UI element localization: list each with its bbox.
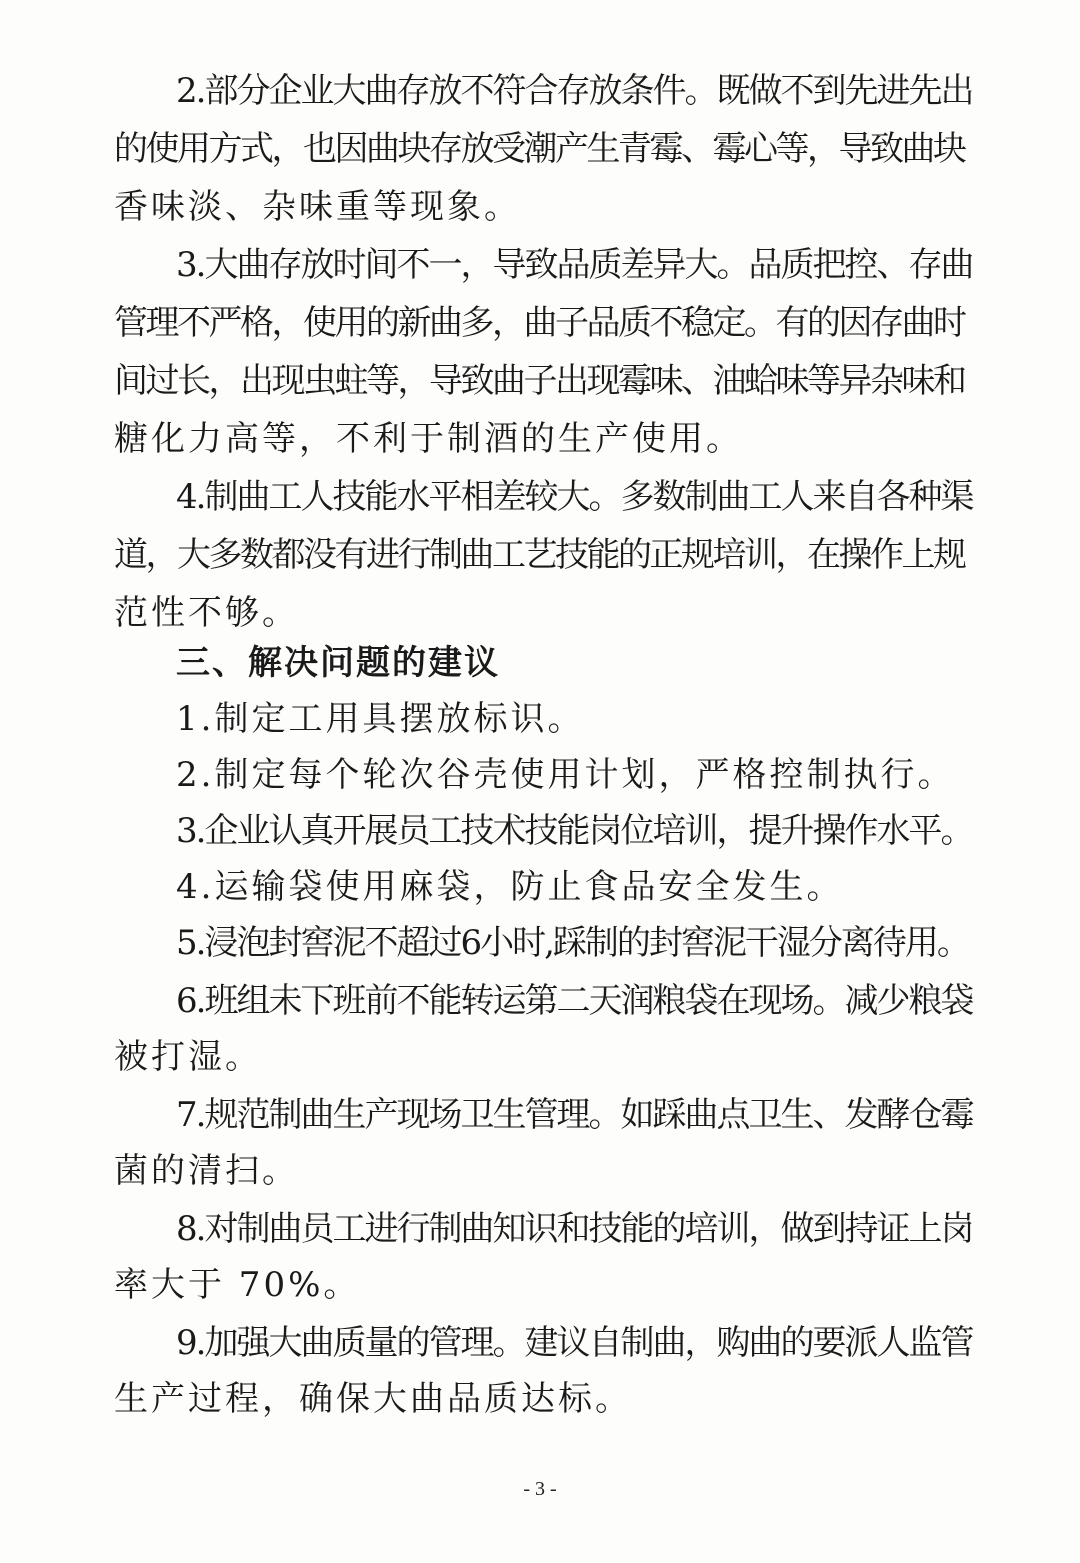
list-item-continuation: 率大于 70%。 bbox=[114, 1265, 361, 1305]
list-item: 3.企业认真开展员工技术技能岗位培训，提升操作水平。 bbox=[176, 811, 973, 851]
list-item: 2.制定每个轮次谷壳使用计划，严格控制执行。 bbox=[176, 755, 955, 795]
paragraph-line: 道，大多数都没有进行制曲工艺技能的正规培训，在操作上规 bbox=[114, 535, 965, 575]
list-item: 9.加强大曲质量的管理。建议自制曲，购曲的要派人监管 bbox=[176, 1323, 973, 1363]
list-item-continuation: 菌的清扫。 bbox=[114, 1151, 299, 1191]
paragraph-line: 间过长，出现虫蛀等，导致曲子出现霉味、油蛤味等异杂味和 bbox=[114, 361, 965, 401]
paragraph-line: 范性不够。 bbox=[114, 593, 299, 633]
paragraph-line: 3.大曲存放时间不一，导致品质差异大。品质把控、存曲 bbox=[176, 245, 973, 285]
list-item: 7.规范制曲生产现场卫生管理。如踩曲点卫生、发酵仓霉 bbox=[176, 1095, 973, 1135]
list-item-continuation: 被打湿。 bbox=[114, 1037, 262, 1077]
section-heading: 三、解决问题的建议 bbox=[176, 643, 500, 683]
list-item: 1.制定工用具摆放标识。 bbox=[176, 699, 585, 739]
page-number: - 3 - bbox=[523, 1478, 557, 1500]
paragraph-line: 的使用方式，也因曲块存放受潮产生青霉、霉心等，导致曲块 bbox=[114, 129, 965, 169]
paragraph-line: 香味淡、杂味重等现象。 bbox=[114, 187, 521, 227]
list-item: 6.班组未下班前不能转运第二天润粮袋在现场。减少粮袋 bbox=[176, 981, 973, 1021]
paragraph-line: 管理不严格，使用的新曲多，曲子品质不稳定。有的因存曲时 bbox=[114, 303, 965, 343]
paragraph-line: 糖化力高等，不利于制酒的生产使用。 bbox=[114, 419, 743, 459]
list-item: 4.运输袋使用麻袋，防止食品安全发生。 bbox=[176, 867, 844, 907]
list-item: 5.浸泡封窖泥不超过6小时,踩制的封窖泥干湿分离待用。 bbox=[176, 923, 969, 963]
list-item: 8.对制曲员工进行制曲知识和技能的培训，做到持证上岗 bbox=[176, 1209, 973, 1249]
paragraph-line: 2.部分企业大曲存放不符合存放条件。既做不到先进先出 bbox=[176, 71, 973, 111]
paragraph-line: 4.制曲工人技能水平相差较大。多数制曲工人来自各种渠 bbox=[176, 477, 973, 517]
list-item-continuation: 生产过程，确保大曲品质达标。 bbox=[114, 1379, 632, 1419]
